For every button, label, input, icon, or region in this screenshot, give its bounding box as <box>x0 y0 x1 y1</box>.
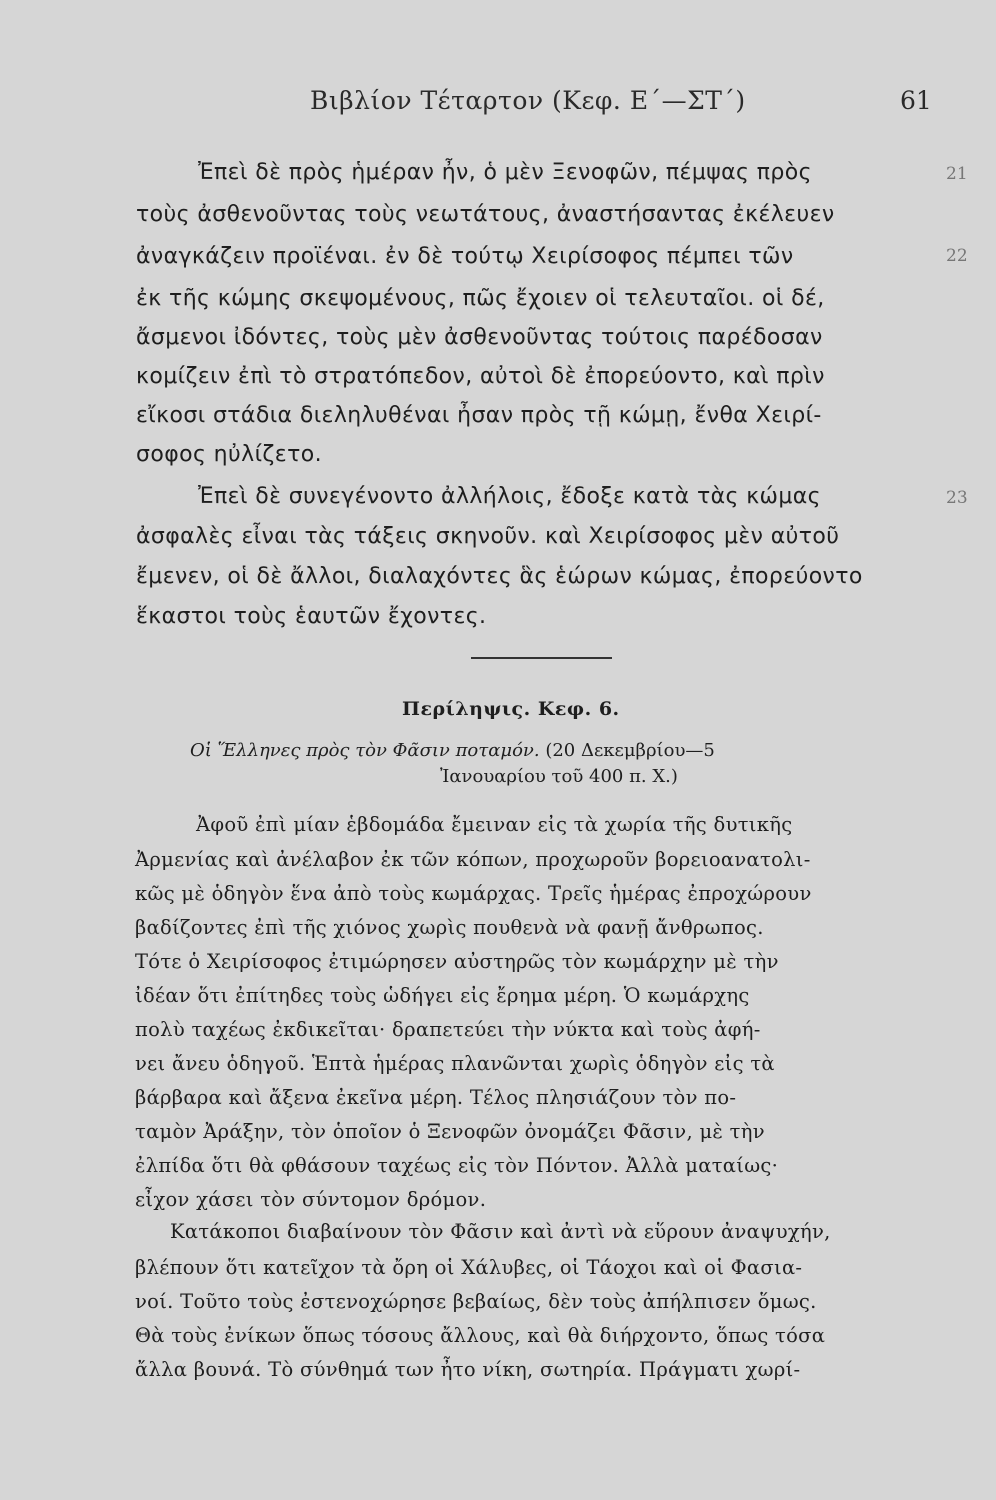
text-line: Κατάκοποι διαβαίνουν τὸν Φᾶσιν καὶ ἀντὶ νὰ εὕρουν ἀναψυχήν, <box>170 1220 831 1243</box>
text-line: Ἐπεὶ δὲ πρὸς ἡμέραν ἦν, ὁ μὲν Ξενοφῶν, πέμψας πρὸς <box>198 160 812 185</box>
text-line: Ἐπεὶ δὲ συνεγένοντο ἀλλήλοις, ἔδοξε κατὰ τὰς κώμας <box>198 484 821 509</box>
text-line: εἶχον χάσει τὸν σύντομον δρόμον. <box>135 1188 487 1211</box>
text-line: ἐκ τῆς κώμης σκεψομένους, πῶς ἔχοιεν οἱ τελευταῖοι. οἱ δέ, <box>136 286 825 311</box>
text-line: κῶς μὲ ὁδηγὸν ἕνα ἀπὸ τοὺς κωμάρχας. Τρεῖς ἡμέρας ἐπροχώρουν <box>135 882 812 905</box>
text-line: Θὰ τοὺς ἐνίκων ὅπως τόσους ἄλλους, καὶ θὰ διήρχοντο, ὅπως τόσα <box>135 1324 826 1347</box>
text-line: ἕκαστοι τοὺς ἑαυτῶν ἔχοντες. <box>136 604 487 629</box>
text-line: πολὺ ταχέως ἐκδικεῖται· δραπετεύει τὴν νύκτα καὶ τοὺς ἀφή- <box>135 1018 761 1041</box>
text-line: σοφος ηὐλίζετο. <box>136 442 322 467</box>
text-line: ταμὸν Ἀράξην, τὸν ὁποῖον ὁ Ξενοφῶν ὀνομάζει Φᾶσιν, μὲ τὴν <box>135 1120 765 1143</box>
text-line: ἄλλα βουνά. Τὸ σύνθημά των ἦτο νίκη, σωτηρία. Πράγματι χωρί- <box>135 1358 801 1381</box>
text-line: κομίζειν ἐπὶ τὸ στρατόπεδον, αὐτοὶ δὲ ἐπορεύοντο, καὶ πρὶν <box>136 364 825 389</box>
text-line: εἴκοσι στάδια διεληλυθέναι ἦσαν πρὸς τῇ κώμῃ, ἔνθα Χειρί- <box>136 403 822 428</box>
text-line: ἐλπίδα ὅτι θὰ φθάσουν ταχέως εἰς τὸν Πόντον. Ἀλλὰ ματαίως· <box>135 1154 779 1177</box>
summary-subtitle-dates: (20 Δεκεμβρίου—5 <box>545 740 715 761</box>
text-line: Ἀφοῦ ἐπὶ μίαν ἑβδομάδα ἔμειναν εἰς τὰ χωρία τῆς δυτικῆς <box>196 813 793 836</box>
text-line: τοὺς ἀσθενοῦντας τοὺς νεωτάτους, ἀναστήσαντας ἐκέλευεν <box>136 202 835 227</box>
text-line: Ἀρμενίας καὶ ἀνέλαβον ἐκ τῶν κόπων, προχωροῦν βορειοανατολι- <box>135 848 811 871</box>
margin-number: 22 <box>946 246 968 266</box>
running-header: Βιβλίον Τέταρτον (Κεφ. Ε΄—ΣΤ΄) <box>310 86 746 115</box>
margin-number: 23 <box>946 488 968 508</box>
text-line: ἄσμενοι ἰδόντες, τοὺς μὲν ἀσθενοῦντας τούτοις παρέδοσαν <box>136 325 823 350</box>
section-divider <box>471 657 612 659</box>
text-line: νει ἄνευ ὁδηγοῦ. Ἑπτὰ ἡμέρας πλανῶνται χωρὶς ὁδηγὸν εἰς τὰ <box>135 1052 775 1075</box>
text-line: νοί. Τοῦτο τοὺς ἐστενοχώρησε βεβαίως, δὲν τοὺς ἀπήλπισεν ὅμως. <box>135 1290 817 1313</box>
page-number: 61 <box>900 86 932 115</box>
text-line: βλέπουν ὅτι κατεῖχον τὰ ὄρη οἱ Χάλυβες, οἱ Τάοχοι καὶ οἱ Φασια- <box>135 1256 803 1279</box>
text-line: ἀσφαλὲς εἶναι τὰς τάξεις σκηνοῦν. καὶ Χειρίσοφος μὲν αὐτοῦ <box>136 524 840 549</box>
summary-subtitle-line2: Ἰανουαρίου τοῦ 400 π. Χ.) <box>440 766 678 787</box>
text-line: ἀναγκάζειν προϊέναι. ἐν δὲ τούτῳ Χειρίσοφος πέμπει τῶν <box>136 244 794 269</box>
text-line: ἔμενεν, οἱ δὲ ἄλλοι, διαλαχόντες ἃς ἑώρων κώμας, ἐπορεύοντο <box>136 564 863 589</box>
text-line: βάρβαρα καὶ ἄξενα ἐκεῖνα μέρη. Τέλος πλησιάζουν τὸν πο- <box>135 1086 737 1109</box>
text-line: ἰδέαν ὅτι ἐπίτηδες τοὺς ὡδήγει εἰς ἔρημα μέρη. Ὁ κωμάρχης <box>135 984 750 1007</box>
summary-heading: Περίληψις. Κεφ. 6. <box>402 698 620 720</box>
margin-number: 21 <box>946 164 968 184</box>
text-line: βαδίζοντες ἐπὶ τῆς χιόνος χωρὶς πουθενὰ νὰ φανῇ ἄνθρωπος. <box>135 916 764 939</box>
summary-subtitle <box>190 740 715 761</box>
text-line: Τότε ὁ Χειρίσοφος ἐτιμώρησεν αὐστηρῶς τὸν κωμάρχην μὲ τὴν <box>135 950 779 973</box>
summary-subtitle-italic: Οἱ Ἕλληνες πρὸς τὸν Φᾶσιν ποταμόν. <box>190 740 540 761</box>
